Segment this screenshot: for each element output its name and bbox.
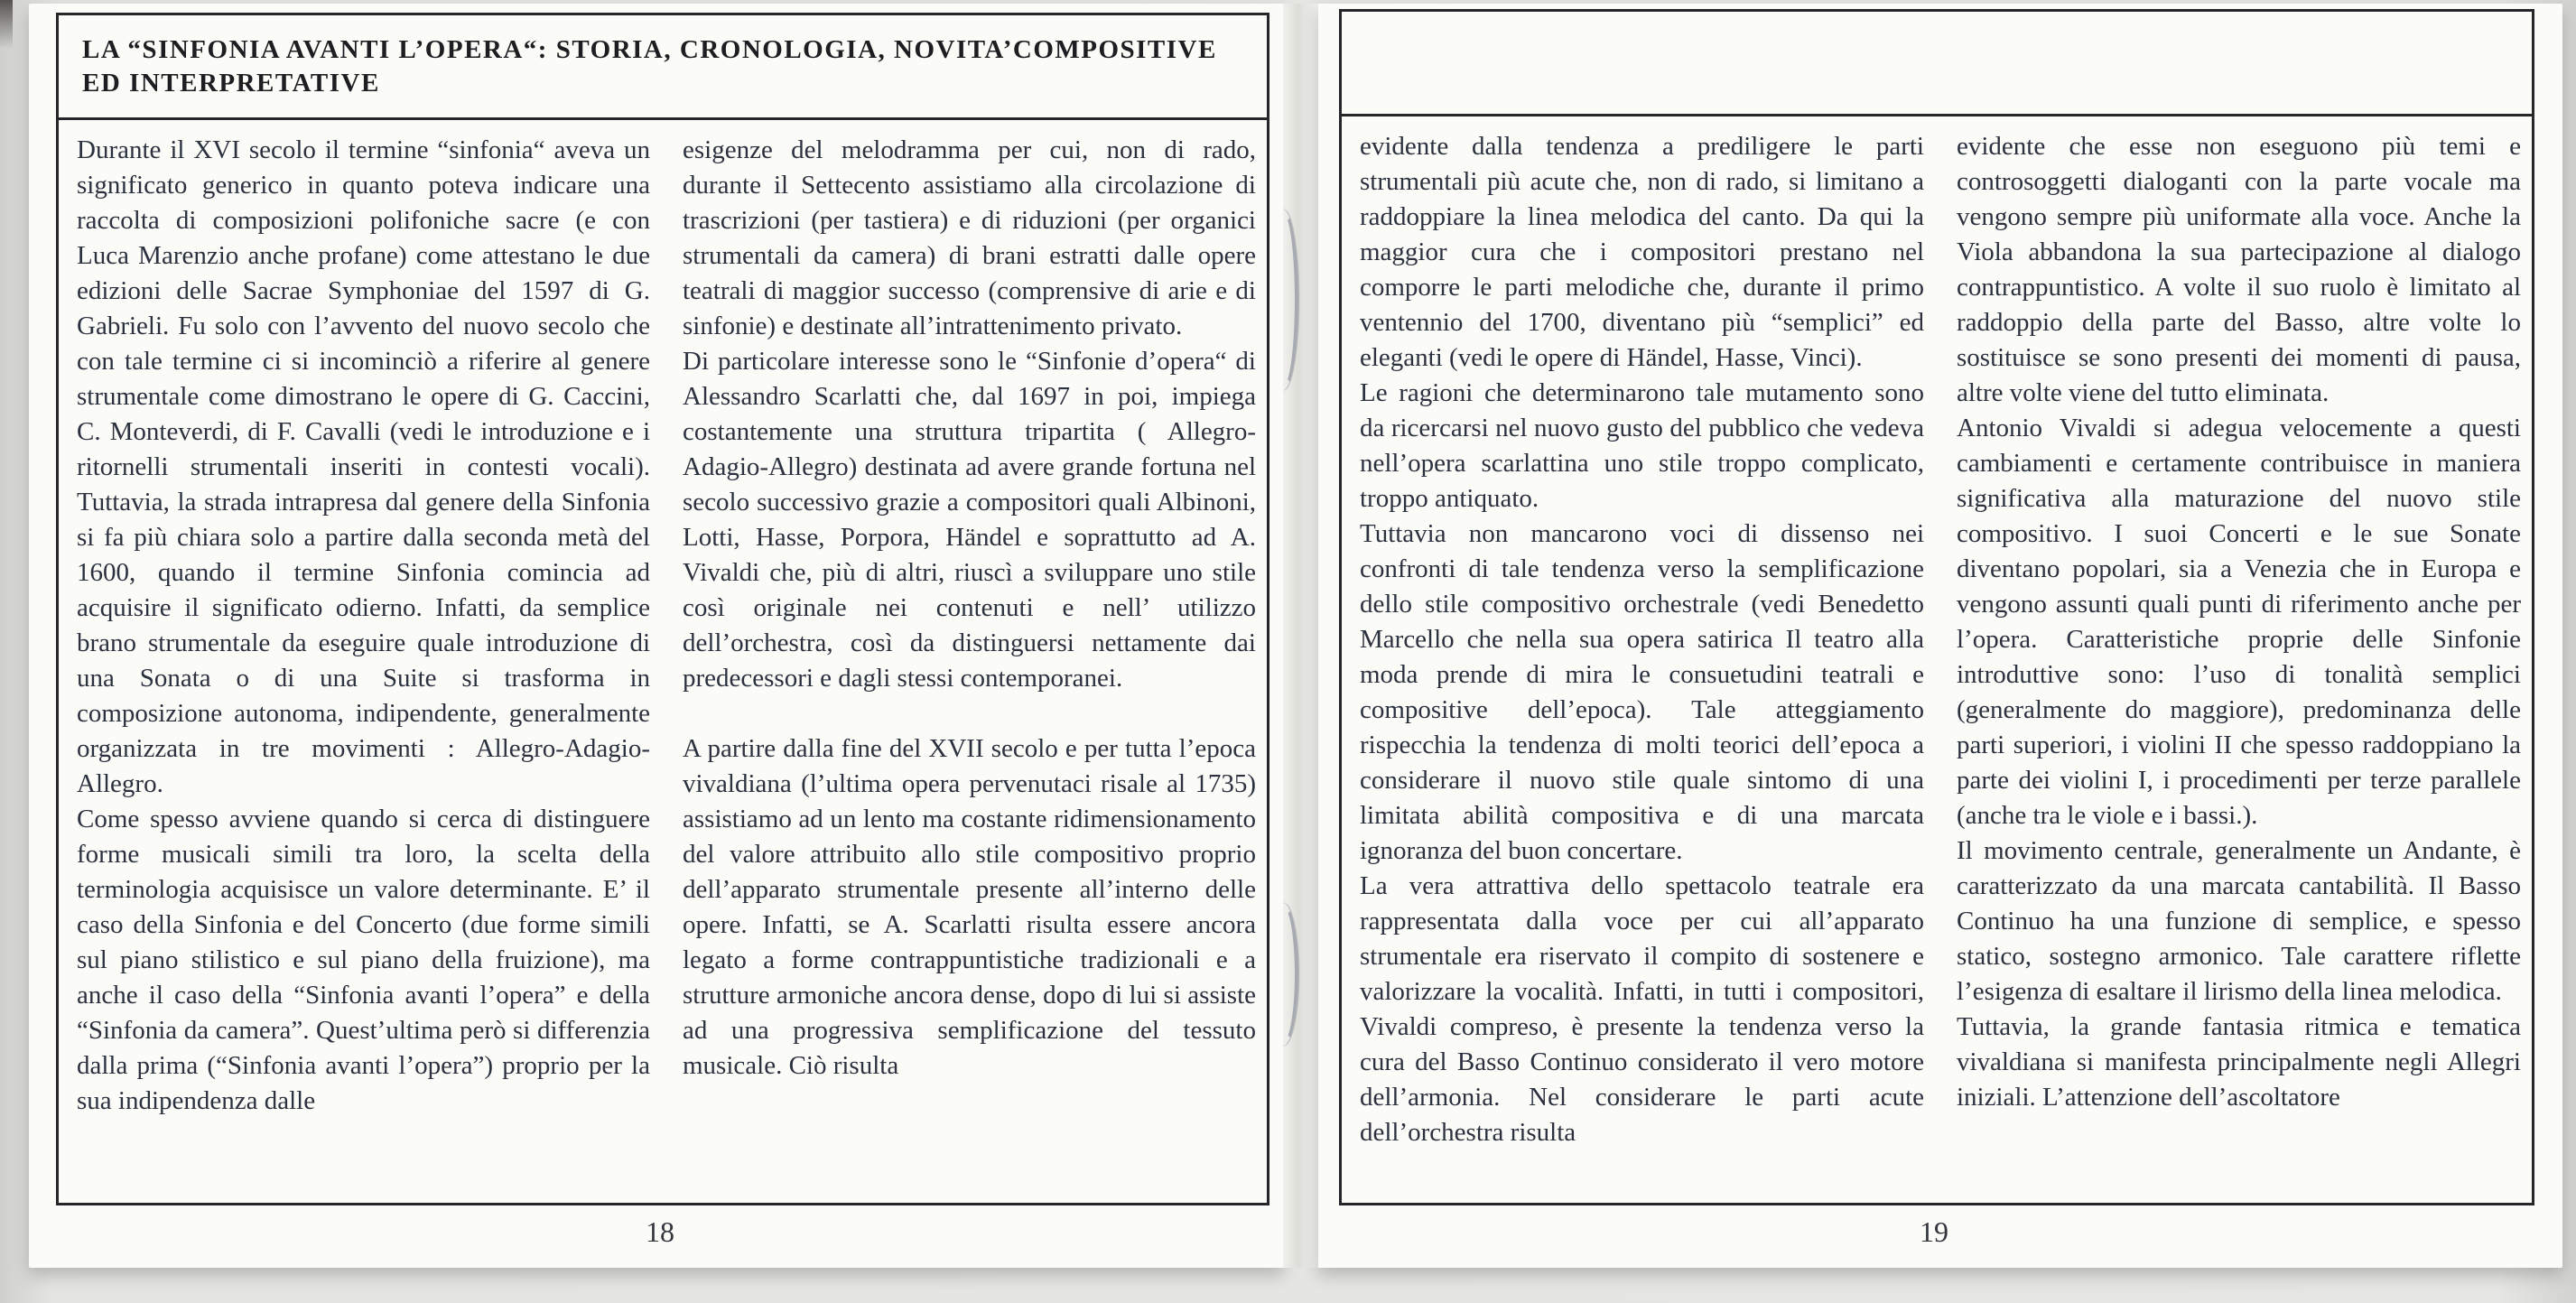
- text-column-1: [77, 133, 650, 1119]
- paragraph: [683, 696, 1256, 731]
- staple-bottom: [1268, 903, 1298, 1046]
- paragraph: Durante il XVI secolo il termine “sinfonia“ aveva un significato generico in quanto poteva indicare una raccolta di composizioni polifoniche sacre (e con Luca Marenzio anche profane) come attestano le due edizioni delle Sacrae Symphoniae del 1597 di G. Gabrieli. Fu solo con l’avvento del nuovo secolo che con tale termine ci si incominciò a riferire al genere strumentale come dimostrano le opere di G. Caccini, C. Monteverdi, di F. Cavalli (vedi le introduzione e i ritornelli strumentali inseriti in contesti vocali). Tuttavia, la strada intrapresa dal genere della Sinfonia si fa più chiara solo a partire dalla seconda metà del 1600, quando il termine Sinfonia comincia ad acquisire il significato odierno. Infatti, da semplice brano strumentale da eseguire quale introduzione di una Sonata o di una Suite si trasforma in composizione autonoma, indipendente, generalmente organizzata in tre movimenti : Allegro-Adagio-Allegro.: [77, 135, 650, 798]
- page-19-header-blank: [1342, 12, 2532, 116]
- paragraph: ED INTERPRETATIVE: [82, 68, 380, 98]
- paragraph: Il movimento centrale, generalmente un Andante, è caratterizzato da una marcata cantabilità. Il Basso Continuo ha una funzione di semplice, e spesso statico, sostegno armonico. Tale carattere riflette l’esigenza di esaltare il lirismo della linea melodica.: [1957, 836, 2521, 1006]
- paragraph: A partire dalla fine del XVII secolo e per tutta l’epoca vivaldiana (l’ultima opera pervenutaci risale al 1735) assistiamo ad un lento ma costante ridimensionamento del valore attribuito allo stile compositivo proprio dell’apparato strumentale presente all’interno delle opere. Infatti, se A. Scarlatti risulta essere ancora legato a forme contrappuntistiche tradizionali e a strutture armoniche ancora dense, dopo di lui si assiste ad una progressiva semplificazione del tessuto musicale. Ciò risulta: [683, 734, 1256, 1080]
- text-column-2: [683, 133, 1256, 1119]
- text-column-3: [1360, 129, 1924, 1150]
- page-18-columns: [59, 120, 1267, 1119]
- staple-top: [1268, 209, 1298, 390]
- page-number-19: 19: [1920, 1215, 1948, 1248]
- paragraph: Tuttavia, la grande fantasia ritmica e tematica vivaldiana si manifesta principalmente negli Allegri iniziali. L’attenzione dell’ascoltatore: [1957, 1012, 2521, 1112]
- paragraph: Tuttavia non mancarono voci di dissenso nei confronti di tale tendenza verso la semplificazione dello stile compositivo orchestrale (vedi Benedetto Marcello che nella sua opera satirica Il teatro alla moda prende di mira le consuetudini teatrali e compositive dell’epoca). Tale atteggiamento rispecchia la tendenza di molti teorici dell’epoca a considerare il nuovo stile quale sintomo di una limitata abilità compositiva e di una marcata ignoranza del buon concertare.: [1360, 519, 1924, 865]
- page-number-18: 18: [646, 1215, 674, 1248]
- paragraph: Come spesso avviene quando si cerca di distinguere forme musicali simili tra loro, la scelta della terminologia acquisisce un valore determinante. E’ il caso della Sinfonia e del Concerto (due forme simili sul piano stilistico e sul piano della fruizione), ma anche il caso della “Sinfonia avanti l’opera” e della “Sinfonia da camera”. Quest’ultima però si differenzia dalla prima (“Sinfonia avanti l’opera”) proprio per la sua indipendenza dalle: [77, 805, 650, 1115]
- paragraph: evidente dalla tendenza a prediligere le parti strumentali più acute che, non di rado, si limitano a raddoppiare la linea melodica del canto. Da qui la maggior cura che i compositori prestano nel comporre le parti melodiche che, durante il primo ventennio del 1700, diventano più “semplici” ed eleganti (vedi le opere di Händel, Hasse, Vinci).: [1360, 132, 1924, 372]
- page-19-text-frame: [1339, 9, 2534, 1205]
- article-title: [59, 15, 1267, 120]
- booklet-page-18: [29, 4, 1283, 1268]
- paragraph: evidente che esse non eseguono più temi e controsoggetti dialoganti con la parte vocale ma vengono sempre più uniformate alla voce. Anche la Viola abbandona la sua partecipazione al dialogo contrappuntistico. A volte il suo ruolo è limitato al raddoppio della parte del Basso, altre volte lo sostituisce se sono presenti dei momenti di pausa, altre volte viene del tutto eliminata.: [1957, 132, 2521, 407]
- paragraph: esigenze del melodramma per cui, non di rado, durante il Settecento assistiamo alla circolazione di trascrizioni (per tastiera) e di riduzioni (per organici strumentali da camera) di brani estratti dalle opere teatrali di maggior successo (comprensive di arie e di sinfonie) e destinate all’intrattenimento privato.: [683, 135, 1256, 340]
- booklet-gutter: [1283, 4, 1318, 1268]
- paragraph: Le ragioni che determinarono tale mutamento sono da ricercarsi nel nuovo gusto del pubblico che vedeva nell’opera scarlattina uno stile troppo complicato, troppo antiquato.: [1360, 378, 1924, 513]
- paragraph: Di particolare interesse sono le “Sinfonie d’opera“ di Alessandro Scarlatti che, dal 1697 in poi, impiega costantemente una struttura tripartita ( Allegro-Adagio-Allegro) destinata ad avere grande fortuna nel secolo successivo grazie a compositori quali Albinoni, Lotti, Hasse, Porpora, Händel e soprattutto ad A. Vivaldi che, più di altri, riuscì a sviluppare uno stile così originale nei contenuti e nell’ utilizzo dell’orchestra, così da distinguersi nettamente dai predecessori e dagli stessi contemporanei.: [683, 347, 1256, 693]
- booklet-page-19: [1318, 4, 2562, 1268]
- paragraph: La vera attrattiva dello spettacolo teatrale era rappresentata dalla voce per cui all’apparato strumentale era riservato il compito di sostenere e valorizzare la vocalità. Infatti, in tutti i compositori, Vivaldi compreso, è presente la tendenza verso la cura del Basso Continuo considerato il vero motore dell’armonia. Nel considerare le parti acute dell’orchestra risulta: [1360, 871, 1924, 1147]
- page-19-columns: [1342, 116, 2532, 1150]
- paragraph: LA “SINFONIA AVANTI L’OPERA“: STORIA, CRONOLOGIA, NOVITA’COMPOSITIVE: [82, 34, 1217, 64]
- paragraph: Antonio Vivaldi si adegua velocemente a questi cambiamenti e certamente contribuisce in maniera significativa alla maturazione del nuovo stile compositivo. I suoi Concerti e le sue Sonate diventano popolari, sia a Venezia che in Europa e vengono assunti quali punti di riferimento anche per l’opera. Caratteristiche proprie delle Sinfonie introduttive sono: l’uso di tonalità semplici (generalmente do maggiore), predominanza delle parti superiori, i violini II che spesso raddoppiano la parte dei violini I, i procedimenti per terze parallele (anche tra le viole e i bassi.).: [1957, 414, 2521, 830]
- text-column-4: [1957, 129, 2521, 1150]
- scan-edge-artifact: [0, 0, 13, 54]
- page-18-text-frame: [56, 13, 1269, 1205]
